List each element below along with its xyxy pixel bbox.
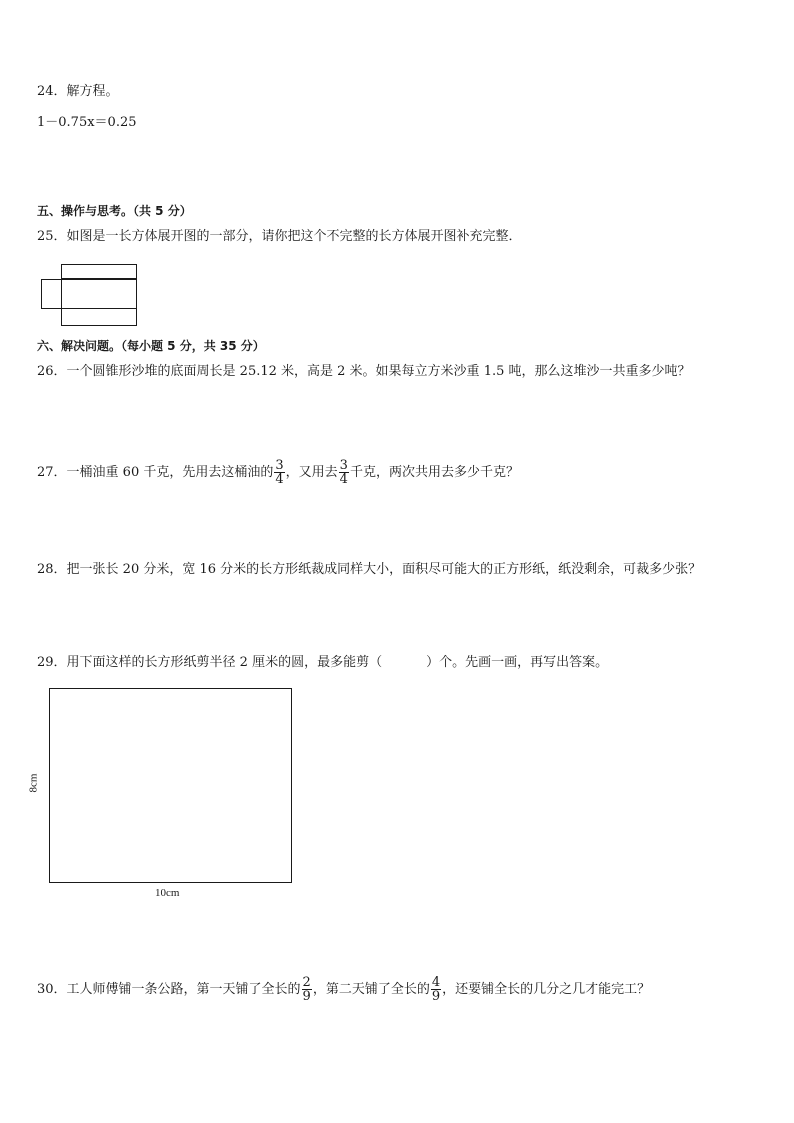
q27-part2: ，又用去 xyxy=(285,465,338,480)
q25-text: 25．如图是一长方体展开图的一部分，请你把这个不完整的长方体展开图补充完整． xyxy=(37,229,522,244)
q27-fraction-1: $\frac{3}{4}$ xyxy=(275,458,284,487)
q26-text: 26．一个圆锥形沙堆的底面周长是 25.12 米，高是 2 米。如果每立方米沙重 1.5 吨，那么这堆沙一共重多少吨？ xyxy=(37,364,691,379)
net-top-face xyxy=(61,264,137,279)
q29-part1: 29．用下面这样的长方形纸剪半径 2 厘米的圆，最多能剪（ xyxy=(37,655,383,670)
q30-text xyxy=(37,972,650,1008)
section-6-heading: 六、解决问题。（每小题 5 分，共 35 分） xyxy=(37,339,265,353)
q27-part1: 27．一桶油重 60 千克，先用去这桶油的 xyxy=(37,465,274,480)
q30-part3: ，还要铺全长的几分之几才能完工？ xyxy=(442,982,651,997)
net-center-face xyxy=(61,279,137,309)
q29-height-label: 8cm xyxy=(27,773,40,793)
q30-fraction-1: $\frac{2}{9}$ xyxy=(302,975,311,1004)
q29-rectangle xyxy=(49,688,292,883)
q29-part2: ）个。先画一画，再写出答案。 xyxy=(426,655,609,670)
q30-part2: ，第二天铺了全长的 xyxy=(312,982,430,997)
q27-text xyxy=(37,455,519,491)
q24-title: 24．解方程。 xyxy=(37,84,119,99)
q30-fraction-2: $\frac{4}{9}$ xyxy=(431,975,441,1004)
q30-part1: 30．工人师傅铺一条公路，第一天铺了全长的 xyxy=(37,982,301,997)
section-5-heading: 五、操作与思考。（共 5 分） xyxy=(37,204,192,218)
q27-part3: 千克，两次共用去多少千克？ xyxy=(349,465,519,480)
net-bottom-face xyxy=(61,308,137,326)
q29-width-label: 10cm xyxy=(155,887,180,899)
q27-fraction-2: $\frac{3}{4}$ xyxy=(339,458,348,487)
net-left-face xyxy=(41,279,62,309)
q24-equation: 1－0.75x＝0.25 xyxy=(37,115,137,130)
q29-text xyxy=(37,655,608,671)
q28-text: 28．把一张长 20 分米，宽 16 分米的长方形纸裁成同样大小，面积尽可能大的正方形纸，纸没剩余，可裁多少张？ xyxy=(37,562,702,577)
